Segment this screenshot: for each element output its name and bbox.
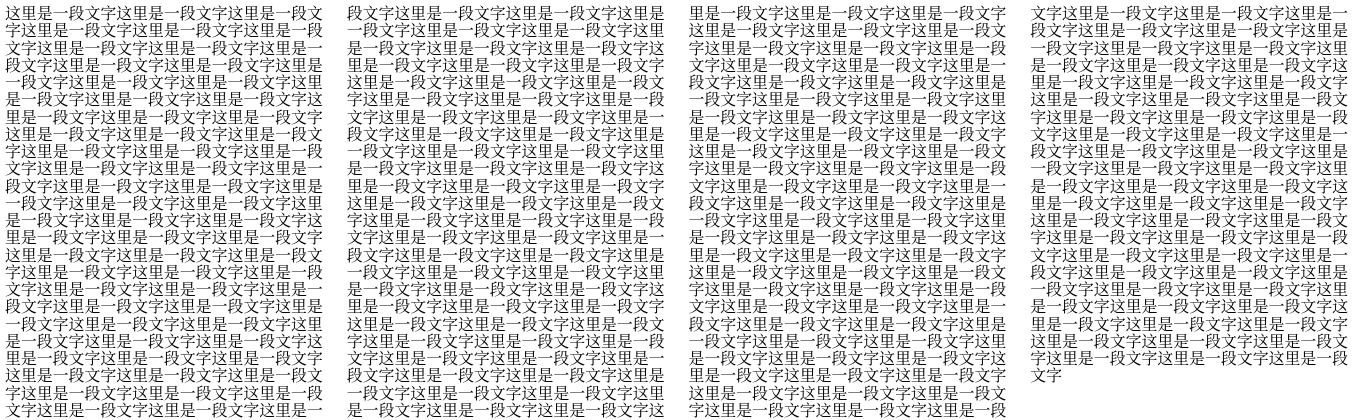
multi-column-text-block: 这里是一段文字这里是一段文字这里是一段文字这里是一段文字这里是一段文字这里是一段文字这里是一段文字这里是一段文字这里是一段文字这里是一段文字这里是一段文字这里是一段文字这里是一段文字这里是一段文字这里是一段文字这里是一段文字这里是一段文字这里是一段文字这里是一段文字这里是一段文字这里是一段文字这里是一段文字这里是一段文字这里是一段文字这里是一段文字这里是一段文字这里是一段文字这里是一段文字这里是一段文字这里是一段文字这里是一段文字这里是一段文字这里是一段文字这里是一段文字这里是一段文字这里是一段文字这里是一段文字这里是一段文字这里是一段文字这里是一段文字这里是一段文字这里是一段文字这里是一段文字这里是一段文字这里是一段文字这里是一段文字这里是一段文字这里是一段文字这里是一段文字这里是一段文字这里是一段文字这里是一段文字这里是一段文字这里是一段文字这里是一段文字这里是一段文字这里是一段文字这里是一段文字这里是一段文字这里是一段文字这里是一段文字这里是一段文字这里是一段文字这里是一段文字这里是一段文字这里是一段文字这里是一段文字这里是一段文字这里是一段文字这里是一段文字这里是一段文字这里是一段文字这里是一段文字这里是一段文字这里是一段文字这里是一段文字这里是一段文字这里是一段文字这里是一段文字这里是一段文字这里是一段文字这里是一段文字这里是一段文字这里是一段文字这里是一段文字这里是一段文字这里是一段文字这里是一段文字这里是一段文字这里是一段文字这里是一段文字这里是一段文字这里是一段文字这里是一段文字这里是一段文字这里是一段文字这里是一段文字这里是一段文字这里是一段文字这里是一段文字这里是一段文字这里是一段文字这里是一段文字这里是一段文字这里是一段文字这里是一段文字这里是一段文字这里是一段文字这里是一段文字这里是一段文字这里是一段文字这里是一段文字这里是一段文字这里是一段文字这里是一段文字这里是一段文字这里是一段文字这里是一段文字这里是一段文字这里是一段文字这里是一段文字这里是一段文字这里是一段文字这里是一段文字这里是一段文字这里是一段文字这里是一段文字这里是一段文字这里是一段文字这里是一段文字这里是一段文字这里是一段文字这里是一段文字这里是一段文字这里是一段文字这里是一段文字这里是一段文字这里是一段文字这里是一段文字这里是一段文字这里是一段文字这里是一段文字这里是一段文字这里是一段文字这里是一段文字这里是一段文字这里是一段文字这里是一段文字这里是一段文字这里是一段文字这里是一段文字这里是一段文字这里是一段文字这里是一段文字这里是一段文字这里是一段文字这里是一段文字这里是一段文字这里是一段文字这里是一段文字这里是一段文字这里是一段文字这里是一段文字这里是一段文字这里是一段文字这里是一段文字这里是一段文字这里是一段文字这里是一段文字这里是一段文字这里是一段文字这里是一段文字这里是一段文字这里是一段文字这里是一段文字这里是一段文字这里是一段文字这里是一段文字这里是一段文字这里是一段文字这里是一段文字这里是一段文字这里是一段文字这里是一段文字这里是一段文字这里是一段文字这里是一段文字这里是一段文字这里是一段文字这里是一段文字这里是一段文字这里是一段文字这里是一段文字这里是一段文字这里是一段文字这里是一段文字这里是一段文字这里是一段文字这里是一段文字这里是一段文字这里是一段文字这里是一段文字这里是一段文字这里是一段文字这里是一段文字这里是一段文字这里是一段文字这里是一段文字这里是一段文字这里是一段文字这里是一段文字这里是一段文字这里是一段文字这里是一段文字这里是一段文字这里是一段文字这里是一段文字这里是一段文字这里是一段文字这里是一段文字这里是一段文字这里是一段文字这里是一段文字这里是一段文字这里是一段文字这里是一段文字这里是一段文字这里是一段文字这里是一段文字这里是一段文字这里是一段文字这里是一段文字这里是一段文字这里是一段文字这里是一段文字这里是一段文字这里是一段文字这里是一段文字这里是一段文字这里是一段文字这里是一段文字这里是一段文字这里是一段文字这里是一段文字这里是一段文字这里是一段文字这里是一段文字这里是一段文字这里是一段文字这里是一段文字这里是一段文字这里是一段文字这里是一段文字这里是一段文字这里是一段文字这里是一段文字这里是一段文字这里是一段文字这里是一段文字这里是一段文字这里是一段文字这里是一段文字这里是一段文字这里是一段文字这里是一段文字这里是一段文字 bbox=[5, 4, 1349, 420]
